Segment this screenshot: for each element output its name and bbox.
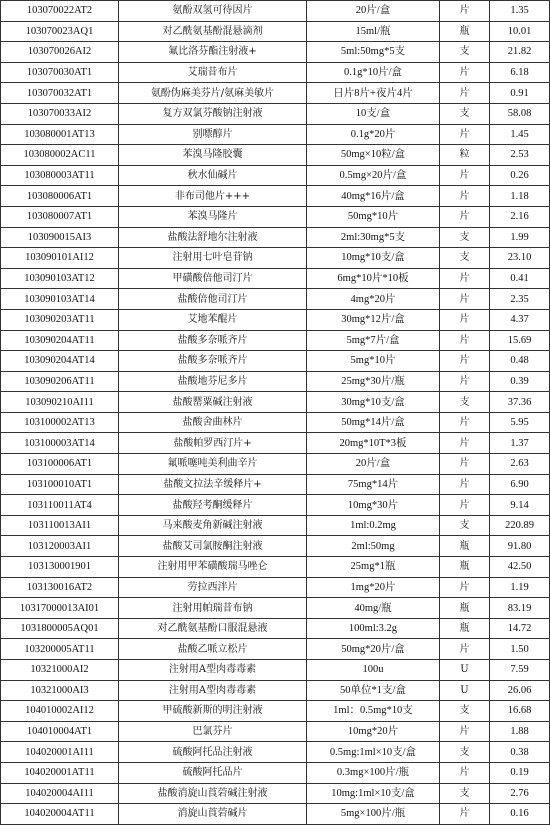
price-cell: 2.16 [490,206,550,227]
drug-spec-cell: 20片/盒 [307,454,440,475]
unit-cell: U [440,680,490,701]
drug-code-cell: 10321000AI2 [1,660,119,681]
unit-cell: 片 [440,762,490,783]
table-row [1,598,550,619]
drug-name-cell: 苯溴马隆胶囊 [119,145,307,166]
unit-cell: 瓶 [440,598,490,619]
drug-spec-cell: 10mg:1ml×10支/盒 [307,783,440,804]
drug-code-cell: 104020001AI11 [1,742,119,763]
drug-name-cell: 复方双氯芬酸钠注射液 [119,103,307,124]
price-cell: 42.50 [490,557,550,578]
table-row [1,454,550,475]
price-cell: 2.53 [490,145,550,166]
drug-code-cell: 103090103AT12 [1,268,119,289]
price-cell: 0.16 [490,804,550,825]
price-cell: 7.59 [490,660,550,681]
drug-spec-cell: 5mg*7片/盒 [307,330,440,351]
unit-cell: 片 [440,289,490,310]
drug-name-cell: 盐酸倍他司汀片 [119,289,307,310]
table-row [1,433,550,454]
drug-name-cell: 对乙酰氨基酚混悬滴剂 [119,21,307,42]
price-cell: 0.26 [490,165,550,186]
drug-name-cell: 氨酚双氢可待因片 [119,1,307,22]
table-row [1,742,550,763]
price-cell: 1.99 [490,227,550,248]
drug-code-cell: 103080002AC11 [1,145,119,166]
drug-name-cell: 劳拉西泮片 [119,577,307,598]
unit-cell: 瓶 [440,536,490,557]
drug-name-cell: 甲磺酸倍他司汀片 [119,268,307,289]
drug-spec-cell: 75mg*14片 [307,474,440,495]
price-cell: 1.19 [490,577,550,598]
drug-name-cell: 盐酸法舒地尔注射液 [119,227,307,248]
unit-cell: 片 [440,721,490,742]
table-row [1,206,550,227]
unit-cell: 支 [440,701,490,722]
drug-code-cell: 103090210AI11 [1,392,119,413]
drug-code-cell: 103200005AT11 [1,639,119,660]
table-row [1,103,550,124]
price-cell: 9.14 [490,495,550,516]
price-cell: 37.36 [490,392,550,413]
price-cell: 0.39 [490,371,550,392]
unit-cell: 粒 [440,145,490,166]
drug-name-cell: 别嘌醇片 [119,124,307,145]
unit-cell: U [440,660,490,681]
drug-code-cell: 103110013AI1 [1,515,119,536]
drug-name-cell: 氟比洛芬酯注射液+ [119,42,307,63]
drug-spec-cell: 10支/盒 [307,103,440,124]
unit-cell: 瓶 [440,618,490,639]
table-row [1,660,550,681]
drug-code-cell: 103130001901 [1,557,119,578]
table-body [1,1,550,825]
drug-code-cell: 103080007AT1 [1,206,119,227]
table-row [1,227,550,248]
table-row [1,680,550,701]
drug-code-cell: 103070030AT1 [1,62,119,83]
unit-cell: 片 [440,309,490,330]
price-cell: 58.08 [490,103,550,124]
table-row [1,639,550,660]
drug-code-cell: 103070026AI2 [1,42,119,63]
drug-name-cell: 硫酸阿托品片 [119,762,307,783]
drug-name-cell: 氟哌噻吨美利曲辛片 [119,454,307,475]
drug-spec-cell: 40mg*16片/盒 [307,186,440,207]
drug-code-cell: 103100010AT1 [1,474,119,495]
drug-spec-cell: 0.1g*20片 [307,124,440,145]
table-row [1,83,550,104]
unit-cell: 片 [440,371,490,392]
unit-cell: 片 [440,412,490,433]
drug-spec-cell: 50mg×10粒/盒 [307,145,440,166]
table-row [1,351,550,372]
price-cell: 1.88 [490,721,550,742]
drug-code-cell: 103130016AT2 [1,577,119,598]
drug-spec-cell: 50mg*10片 [307,206,440,227]
drug-spec-cell: 1mg*20片 [307,577,440,598]
table-row [1,392,550,413]
drug-name-cell: 注射用七叶皂苷钠 [119,248,307,269]
unit-cell: 片 [440,62,490,83]
table-row [1,145,550,166]
drug-code-cell: 103070033AI2 [1,103,119,124]
drug-spec-cell: 0.3mg×100片/瓶 [307,762,440,783]
drug-spec-cell: 50mg*14片/盒 [307,412,440,433]
drug-name-cell: 消旋山莨菪碱片 [119,804,307,825]
price-cell: 1.45 [490,124,550,145]
drug-spec-cell: 0.5mg:1ml×10支/盒 [307,742,440,763]
drug-spec-cell: 15ml/瓶 [307,21,440,42]
drug-name-cell: 马来酸麦角新碱注射液 [119,515,307,536]
price-cell: 0.48 [490,351,550,372]
price-cell: 91.80 [490,536,550,557]
drug-name-cell: 盐酸地芬尼多片 [119,371,307,392]
drug-code-cell: 103070022AT2 [1,1,119,22]
table-row [1,330,550,351]
unit-cell: 片 [440,454,490,475]
drug-name-cell: 秋水仙碱片 [119,165,307,186]
unit-cell: 支 [440,248,490,269]
table-row [1,21,550,42]
drug-name-cell: 注射用帕瑞昔布钠 [119,598,307,619]
unit-cell: 片 [440,351,490,372]
price-cell: 2.35 [490,289,550,310]
drug-name-cell: 巴氯芬片 [119,721,307,742]
drug-name-cell: 硫酸阿托品注射液 [119,742,307,763]
unit-cell: 支 [440,515,490,536]
table-row [1,618,550,639]
drug-spec-cell: 6mg*10片*10板 [307,268,440,289]
unit-cell: 片 [440,1,490,22]
table-row [1,124,550,145]
drug-code-cell: 103100002AT13 [1,412,119,433]
unit-cell: 片 [440,433,490,454]
drug-code-cell: 10317000013AI01 [1,598,119,619]
unit-cell: 瓶 [440,21,490,42]
unit-cell: 片 [440,639,490,660]
unit-cell: 支 [440,227,490,248]
drug-name-cell: 非布司他片+++ [119,186,307,207]
price-cell: 5.95 [490,412,550,433]
price-cell: 0.41 [490,268,550,289]
drug-code-cell: 103090101AI12 [1,248,119,269]
table-row [1,536,550,557]
drug-code-cell: 103120003AI1 [1,536,119,557]
unit-cell: 支 [440,783,490,804]
drug-spec-cell: 10mg*30片 [307,495,440,516]
drug-spec-cell: 0.5mg×20片/盒 [307,165,440,186]
drug-code-cell: 103080003AT11 [1,165,119,186]
drug-spec-cell: 25mg*30片/瓶 [307,371,440,392]
drug-name-cell: 注射用甲苯磺酸瑞马唑仑 [119,557,307,578]
price-cell: 0.38 [490,742,550,763]
drug-code-cell: 104010004AT1 [1,721,119,742]
unit-cell: 瓶 [440,557,490,578]
table-row [1,42,550,63]
drug-spec-cell: 20mg*10T*3板 [307,433,440,454]
drug-code-cell: 103070032AT1 [1,83,119,104]
drug-spec-cell: 30mg*10支/盒 [307,392,440,413]
drug-name-cell: 氨酚伪麻美芬片/氨麻美敏片 [119,83,307,104]
drug-code-cell: 104020004AI11 [1,783,119,804]
drug-name-cell: 盐酸多奈哌齐片 [119,351,307,372]
drug-name-cell: 注射用A型肉毒毒素 [119,680,307,701]
price-cell: 6.90 [490,474,550,495]
drug-name-cell: 盐酸舍曲林片 [119,412,307,433]
drug-spec-cell: 0.1g*10片/盒 [307,62,440,83]
drug-spec-cell: 40mg/瓶 [307,598,440,619]
table-row [1,474,550,495]
drug-code-cell: 103110011AT4 [1,495,119,516]
table-row [1,701,550,722]
drug-code-cell: 103090204AT14 [1,351,119,372]
table-row [1,371,550,392]
drug-name-cell: 盐酸乙哌立松片 [119,639,307,660]
drug-code-cell: 103090103AT14 [1,289,119,310]
drug-code-cell: 103100006AT1 [1,454,119,475]
table-row [1,186,550,207]
price-cell: 0.91 [490,83,550,104]
table-row [1,309,550,330]
drug-name-cell: 甲硫酸新斯的明注射液 [119,701,307,722]
unit-cell: 片 [440,83,490,104]
drug-name-cell: 盐酸消旋山莨菪碱注射液 [119,783,307,804]
price-cell: 83.19 [490,598,550,619]
price-cell: 23.10 [490,248,550,269]
drug-code-cell: 103070023AQ1 [1,21,119,42]
unit-cell: 支 [440,392,490,413]
drug-name-cell: 艾地苯醌片 [119,309,307,330]
price-cell: 2.63 [490,454,550,475]
table-row [1,804,550,825]
drug-spec-cell: 2ml:50mg [307,536,440,557]
table-row [1,62,550,83]
drug-spec-cell: 50mg*20片/盒 [307,639,440,660]
drug-name-cell: 盐酸罂粟碱注射液 [119,392,307,413]
drug-name-cell: 盐酸艾司氯胺酮注射液 [119,536,307,557]
unit-cell: 片 [440,474,490,495]
drug-code-cell: 103080001AT13 [1,124,119,145]
price-cell: 0.19 [490,762,550,783]
drug-spec-cell: 5mg*10片 [307,351,440,372]
table-row [1,783,550,804]
price-cell: 1.18 [490,186,550,207]
drug-name-cell: 盐酸多奈哌齐片 [119,330,307,351]
table-row [1,495,550,516]
unit-cell: 片 [440,330,490,351]
drug-name-cell: 盐酸文拉法辛缓释片+ [119,474,307,495]
table-row [1,721,550,742]
unit-cell: 片 [440,165,490,186]
price-cell: 2.76 [490,783,550,804]
drug-code-cell: 103080006AT1 [1,186,119,207]
price-cell: 220.89 [490,515,550,536]
price-cell: 14.72 [490,618,550,639]
drug-spec-cell: 4mg*20片 [307,289,440,310]
drug-spec-cell: 日片8片+夜片4片 [307,83,440,104]
drug-code-cell: 104010002AI12 [1,701,119,722]
table-row [1,165,550,186]
drug-spec-cell: 1ml:0.2mg [307,515,440,536]
drug-spec-cell: 100u [307,660,440,681]
drug-name-cell: 盐酸羟考酮缓释片 [119,495,307,516]
drug-spec-cell: 2ml:30mg*5支 [307,227,440,248]
drug-code-cell: 103090204AT11 [1,330,119,351]
price-cell: 16.68 [490,701,550,722]
price-cell: 10.01 [490,21,550,42]
drug-code-cell: 103090206AT11 [1,371,119,392]
drug-code-cell: 104020004AT11 [1,804,119,825]
unit-cell: 片 [440,495,490,516]
table-row [1,577,550,598]
drug-spec-cell: 10mg*20片 [307,721,440,742]
drug-code-cell: 1031800005AQ01 [1,618,119,639]
price-cell: 4.37 [490,309,550,330]
drug-spec-cell: 50单位*1支/盒 [307,680,440,701]
drug-name-cell: 注射用A型肉毒毒素 [119,660,307,681]
price-cell: 1.37 [490,433,550,454]
drug-spec-cell: 100ml:3.2g [307,618,440,639]
drug-code-cell: 103100003AT14 [1,433,119,454]
table-row [1,289,550,310]
unit-cell: 支 [440,103,490,124]
drug-code-cell: 103090015AI3 [1,227,119,248]
unit-cell: 片 [440,124,490,145]
price-cell: 21.82 [490,42,550,63]
price-cell: 6.18 [490,62,550,83]
unit-cell: 片 [440,577,490,598]
unit-cell: 片 [440,268,490,289]
drug-code-cell: 104020001AT11 [1,762,119,783]
drug-spec-cell: 10mg*10支/盒 [307,248,440,269]
drug-code-cell: 10321000AI3 [1,680,119,701]
unit-cell: 支 [440,742,490,763]
drug-spec-cell: 30mg*12片/盒 [307,309,440,330]
drug-spec-cell: 5mg×100片/瓶 [307,804,440,825]
table-row [1,557,550,578]
drug-spec-cell: 20片/盒 [307,1,440,22]
drug-name-cell: 苯溴马隆片 [119,206,307,227]
table-row [1,515,550,536]
drug-name-cell: 对乙酰氨基酚口服混悬液 [119,618,307,639]
table-row [1,1,550,22]
unit-cell: 支 [440,42,490,63]
table-row [1,762,550,783]
drug-spec-cell: 1ml：0.5mg*10支 [307,701,440,722]
table-row [1,268,550,289]
price-cell: 1.50 [490,639,550,660]
drug-name-cell: 艾瑞昔布片 [119,62,307,83]
drug-name-cell: 盐酸帕罗西汀片+ [119,433,307,454]
drug-spec-cell: 5ml:50mg*5支 [307,42,440,63]
table-row [1,248,550,269]
drug-spec-cell: 25mg*1瓶 [307,557,440,578]
unit-cell: 片 [440,804,490,825]
price-cell: 26.06 [490,680,550,701]
unit-cell: 片 [440,206,490,227]
unit-cell: 片 [440,186,490,207]
price-cell: 15.69 [490,330,550,351]
drug-code-cell: 103090203AT11 [1,309,119,330]
table-row [1,412,550,433]
price-cell: 1.35 [490,1,550,22]
